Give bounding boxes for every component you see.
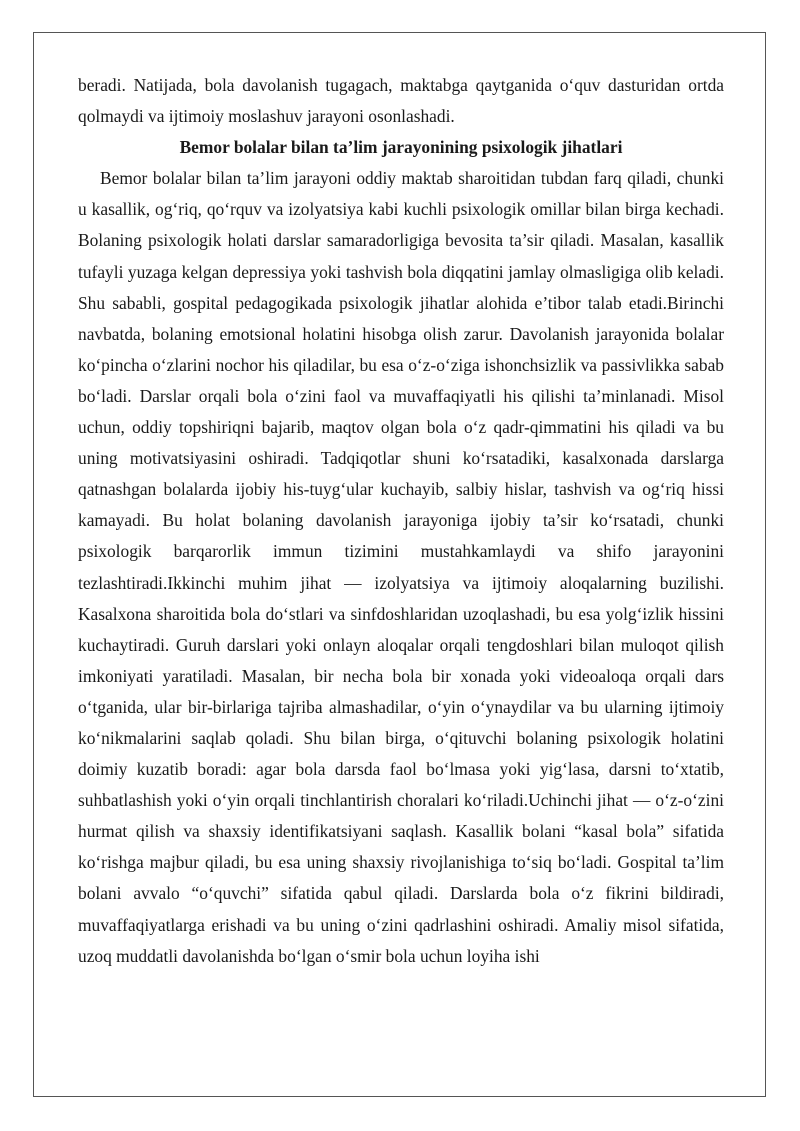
intro-paragraph: beradi. Natijada, bola davolanish tugagach, maktabga qaytganida o‘quv dasturidan ortda qolmaydi va ijtimoiy moslashuv jarayoni osonlashadi. — [78, 75, 724, 127]
body-paragraph: Bemor bolalar bilan ta’lim jarayoni oddiy maktab sharoitidan tubdan farq qiladi, chunki u kasallik, og‘riq, qo‘rquv va izolyatsiya kabi kuchli psixologik omillar bilan birga kechadi. Bolaning psixologik holati darslar samaradorligiga bevosita ta’sir qiladi. Masalan, kasallik tufayli yuzaga kelgan depressiya yoki tashvish bola diqqatini jamlay olmasligiga olib keladi. Shu sababli, gospital pedagogikada psixologik jihatlar alohida e’tibor talab etadi.Birinchi navbatda, bolaning emotsional holatini hisobga olish zarur. Davolanish jarayonida bolalar ko‘pincha o‘zlarini nochor his qiladilar, bu esa o‘z-o‘ziga ishonchsizlik va passivlikka sabab bo‘ladi. Darslar orqali bola o‘zini faol va muvaffaqiyatli his qilishi ta’minlanadi. Misol uchun, oddiy topshiriqni bajarib, maqtov olgan bola o‘z qadr-qimmatini his qiladi va bu uning motivatsiyasini oshiradi. Tadqiqotlar shuni ko‘rsatadiki, kasalxonada darslarga qatnashgan bolalarda ijobiy his-tuyg‘ular kuchayib, salbiy hislar, tashvish va og‘riq hissi kamayadi. Bu holat bolaning davolanish jarayoniga ijobiy ta’sir ko‘rsatadi, chunki psixologik barqarorlik immun tizimini mustahkamlaydi va shifo jarayonini tezlashtiradi.Ikkinchi muhim jihat — izolyatsiya va ijtimoiy aloqalarning buzilishi. Kasalxona sharoitida bola do‘stlari va sinfdoshlaridan uzoqlashadi, bu esa yolg‘izlik hissini kuchaytiradi. Guruh darslari yoki onlayn aloqalar orqali tengdoshlari bilan muloqot qilish imkoniyati yaratiladi. Masalan, bir necha bola bir xonada yoki videoaloqa orqali dars o‘tganida, ular bir-birlariga tajriba almashadilar, o‘yin o‘ynaydilar va bu ularning ijtimoiy ko‘nikmalarini saqlab qoladi. Shu bilan birga, o‘qituvchi bolaning psixologik holatini doimiy kuzatib boradi: agar bola darsda faol bo‘lmasa yoki yig‘lasa, darsni to‘xtatib, suhbatlashish yoki o‘yin orqali tinchlantirish choralari ko‘riladi.Uchinchi jihat — o‘z-o‘zini hurmat qilish va shaxsiy identifikatsiyani saqlash. Kasallik bolani “kasal bola” sifatida ko‘rishga majbur qiladi, bu esa uning shaxsiy rivojlanishiga to‘siq bo‘ladi. Gospital ta’lim bolani avvalo “o‘quvchi” sifatida qabul qiladi. Darslarda bola o‘z fikrini bildiradi, muvaffaqiyatlarga erishadi va bu uning o‘zini qadrlashini oshiradi. Amaliy misol sifatida, uzoq muddatli davolanishda bo‘lgan o‘smir bola uchun loyiha ishi — [78, 168, 724, 966]
section-heading: Bemor bolalar bilan ta’lim jarayonining psixologik jihatlari — [179, 137, 623, 158]
document-body — [78, 70, 724, 972]
